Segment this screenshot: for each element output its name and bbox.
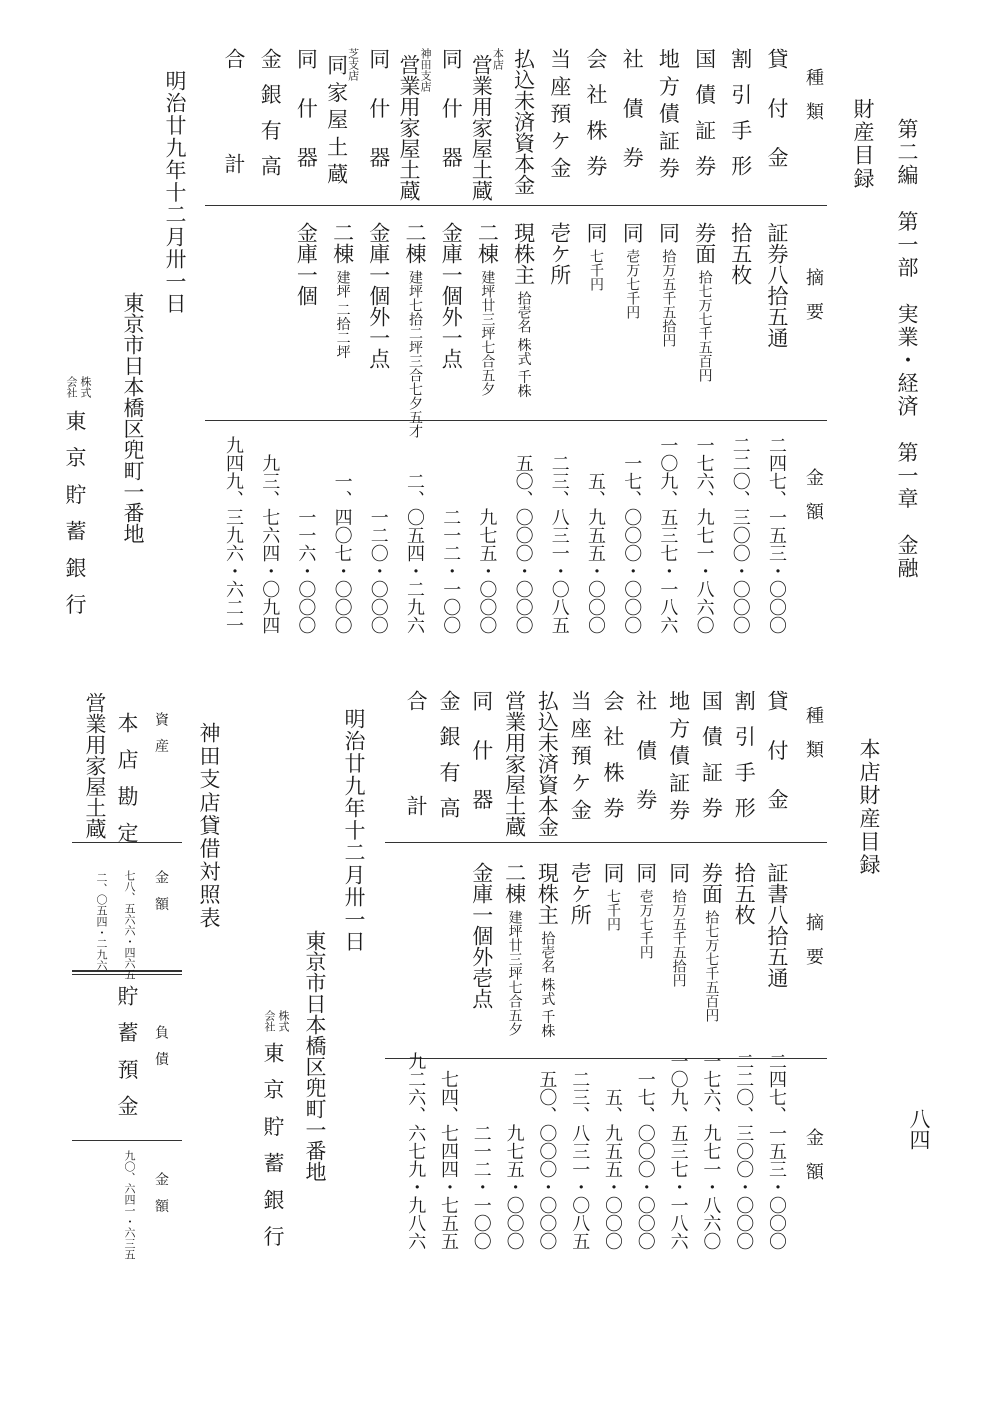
upper-row-summary [656,222,681,347]
upper-row-summary-detail: 拾壱名 株式 千株 [515,291,532,398]
upper-table-title: 財産目録 [851,98,875,191]
upper-row-kind: 当座預ケ金 [547,48,572,185]
upper-row-summary-main: 現株主 [511,222,536,285]
upper-row-summary [368,222,389,369]
kanda-asset-label-2: 営業用家屋土蔵 [83,692,107,839]
upper-row-summary [766,222,787,348]
lower-row-summary [635,862,656,959]
upper-row-kind: 同家屋土蔵 [324,54,349,191]
upper-row-summary-main: 拾五枚 [728,222,753,285]
lower-row-amount: 九七五・〇〇〇 [503,1124,525,1250]
lower-row-kind: 払込未済資本金 [535,690,560,837]
upper-row-summary-main: 二棟 [330,222,355,264]
upper-row-summary-main: 証券八拾五通 [765,222,789,348]
lower-company-prefix-top: 株式 [277,1010,290,1032]
upper-row-kind: 営業用家屋土蔵 [397,54,421,201]
lower-row-summary-detail: 拾万五千五拾円 [670,889,687,987]
upper-row-amount: 九七五・〇〇〇 [476,508,498,634]
kanda-header-amount2: 金額 [153,1172,169,1226]
lower-row-summary-main: 同 [601,862,625,883]
lower-row-kind: 会社株券 [601,690,625,833]
lower-row-summary [602,862,623,931]
lower-company-name: 東京貯蓄銀行 [261,1042,285,1263]
lower-company-prefix-bottom: 会社 [263,1010,276,1032]
upper-row-kind-prefix: 本店 [491,48,505,70]
upper-row-summary [694,222,715,382]
upper-row-summary [730,222,751,285]
lower-row-kind: 営業用家屋土蔵 [502,690,527,837]
upper-row-summary-detail: 七千円 [588,249,604,291]
kanda-title: 神田支店貸借対照表 [197,722,221,930]
upper-date: 明治廿九年十二月卅一日 [163,70,187,315]
upper-row-summary-detail: 建坪七拾二坪三合七夕五才 [407,270,423,438]
running-header: 第二編 第一部 実業・経済 第一章 金融 [895,118,919,580]
lower-header-amount: 金額 [803,1128,824,1197]
lower-row-kind: 貸付金 [765,690,789,839]
kanda-asset-amount-1: 七八、五六六・四六五 [123,870,136,980]
upper-row-summary [620,222,645,319]
upper-row-amount: 一七六、九七一・八六〇 [693,436,715,634]
lower-row-summary-main: 券面 [699,862,724,904]
upper-row-kind: 営業用家屋土蔵 [469,54,494,201]
upper-row-kind: 割引手形 [728,48,753,191]
upper-row-amount: 一二〇・〇〇〇 [367,508,389,634]
upper-row-summary-main: 壱ケ所 [547,222,572,285]
upper-row-kind: 社債券 [620,48,645,197]
lower-row-summary-detail: 壱万七千円 [637,889,654,959]
upper-row-summary [549,222,570,285]
lower-row-kind: 同什器 [469,690,494,839]
lower-row-summary-detail: 建坪廿三坪七合五夕 [506,910,523,1036]
upper-row-kind: 合計 [222,48,246,258]
upper-row-amount: 二二〇、三〇〇・〇〇〇 [729,436,751,634]
kanda-header-assets: 資産 [153,712,169,766]
kanda-asset-amount-2: 二、〇五四・二九六 [95,872,108,971]
lower-row-amount: 一〇九、五三七・一八六 [667,1052,689,1250]
lower-row-kind: 当座預ケ金 [568,690,593,827]
lower-divider-2 [385,1058,827,1059]
upper-divider-1 [205,205,827,206]
upper-row-summary [513,222,534,398]
upper-header-amount: 金額 [803,468,824,537]
upper-address: 東京市日本橋区兜町一番地 [121,292,145,544]
lower-row-summary [568,862,593,925]
lower-header-kind: 種類 [803,706,824,775]
page-number: 八四 [907,1108,931,1150]
upper-row-amount: 九三、七六四・〇九四 [259,454,281,634]
lower-row-summary-main: 同 [633,862,658,883]
lower-row-amount: 一七六、九七一・八六〇 [700,1052,722,1250]
lower-row-summary [766,862,787,988]
upper-row-kind: 地方債証券 [656,48,681,185]
upper-row-kind: 払込未済資本金 [511,48,536,195]
upper-row-summary [585,222,606,291]
lower-row-amount: 九二六、六七九・九八六 [405,1052,427,1250]
lower-row-kind: 割引手形 [732,690,757,833]
lower-row-summary [699,862,724,1022]
lower-row-summary-main: 壱ケ所 [568,862,593,925]
upper-divider-2 [205,420,827,421]
lower-row-amount: 二三、八三一・〇八五 [569,1070,591,1250]
upper-row-summary [332,222,353,358]
lower-row-summary [471,862,492,1009]
lower-divider-1 [385,842,827,843]
upper-row-amount: 五、九五五・〇〇〇 [585,472,606,634]
lower-row-summary-main: 同 [666,862,691,883]
upper-row-summary [439,222,464,369]
upper-row-summary-main: 金庫一個外一点 [439,222,464,369]
upper-row-amount: 二、〇五四・二九六 [404,472,425,634]
lower-row-amount: 一七、〇〇〇・〇〇〇 [634,1070,656,1250]
lower-address: 東京市日本橋区兜町一番地 [303,930,327,1182]
lower-header-summary: 摘要 [803,913,824,982]
upper-row-kind-prefix: 芝支店 [346,48,360,81]
upper-row-summary [294,222,319,306]
lower-table-title: 本店財産目録 [857,738,881,877]
lower-row-kind: 金銀有高 [437,690,461,833]
kanda-liability-label-1: 貯蓄預金 [115,985,139,1132]
upper-row-summary-main: 二棟 [475,222,500,264]
lower-row-amount: 二二〇、三〇〇・〇〇〇 [733,1052,755,1250]
upper-row-summary-detail: 壱万七千円 [624,249,641,319]
upper-company-name: 東京貯蓄銀行 [63,410,87,631]
lower-row-amount: 二一二・一〇〇 [470,1124,492,1250]
upper-row-summary-main: 金庫一個外一点 [366,222,391,369]
upper-row-kind: 同什器 [439,48,464,197]
lower-row-amount: 二四七、一五三・〇〇〇 [766,1052,787,1250]
lower-row-amount: 五、九五五・〇〇〇 [602,1088,623,1250]
lower-row-summary-detail: 七千円 [605,889,621,931]
lower-row-summary-detail: 拾壱名 株式 千株 [539,931,556,1038]
upper-row-kind-prefix: 神田支店 [419,48,432,92]
upper-row-amount: 五〇、〇〇〇・〇〇〇 [512,454,534,634]
upper-company-prefix-bottom: 会社 [65,376,78,398]
lower-row-summary [535,862,560,1038]
lower-row-kind: 国債証券 [699,690,724,833]
lower-row-summary-main: 現株主 [535,862,560,925]
lower-row-summary [732,862,757,925]
upper-row-amount: 二四七、一五三・〇〇〇 [766,436,787,634]
upper-row-summary-detail: 拾万五千五拾円 [660,249,677,347]
kanda-asset-label-1: 本店勘定 [115,712,139,859]
upper-row-amount: 一〇九、五三七・一八六 [657,436,679,634]
lower-date: 明治廿九年十二月卅一日 [342,708,366,953]
upper-row-amount: 二一二・一〇〇 [440,508,462,634]
upper-header-kind: 種類 [803,68,824,137]
upper-row-kind: 貸付金 [765,48,789,197]
lower-row-amount: 五〇、〇〇〇・〇〇〇 [536,1070,558,1250]
lower-row-summary-main: 二棟 [502,862,527,904]
upper-row-amount: 一一六・〇〇〇 [295,508,317,634]
lower-row-summary-main: 証書八拾五通 [765,862,789,988]
kanda-header-amount: 金額 [153,870,169,924]
upper-row-kind: 同什器 [294,48,319,197]
upper-row-summary-main: 二棟 [403,222,427,264]
upper-row-summary-main: 同 [584,222,608,243]
upper-row-kind: 会社株券 [584,48,608,191]
lower-row-kind: 社債券 [633,690,658,839]
lower-row-summary [668,862,689,987]
kanda-header-liabilities: 負債 [153,1025,169,1079]
lower-row-summary-detail: 拾七万七千五百円 [703,910,720,1022]
upper-row-summary-detail: 建坪廿三坪七合五夕 [479,270,496,396]
upper-row-kind: 同什器 [366,48,391,197]
upper-row-summary [404,222,425,438]
lower-row-summary-main: 拾五枚 [732,862,757,925]
upper-row-kind: 国債証券 [692,48,717,191]
upper-row-summary-detail: 建坪 二拾二坪 [334,270,351,359]
kanda-liability-amount-1: 九〇、六四一・六三五 [123,1150,136,1260]
lower-row-kind: 合計 [404,690,429,900]
upper-row-summary-main: 券面 [692,222,717,264]
lower-row-amount: 七四、七四四・七五五 [438,1070,459,1250]
upper-row-summary-detail: 拾七万七千五百円 [696,270,713,382]
upper-header-summary: 摘要 [803,268,824,337]
upper-row-amount: 二三、八三一・〇八五 [548,454,570,634]
lower-row-summary-main: 金庫一個外壱点 [469,862,494,1009]
upper-company-prefix-top: 株式 [79,376,92,398]
lower-row-summary [504,862,525,1036]
upper-row-amount: 一七、〇〇〇・〇〇〇 [621,454,643,634]
upper-row-summary [475,222,500,396]
upper-row-amount: 一、四〇七・〇〇〇 [331,472,353,634]
upper-row-kind: 金銀有高 [258,48,283,191]
kanda-rule-4 [72,1140,182,1141]
upper-row-summary-main: 同 [656,222,681,243]
lower-row-kind: 地方債証券 [666,690,691,827]
upper-row-summary-main: 金庫一個 [294,222,319,306]
upper-row-summary-main: 同 [620,222,645,243]
upper-row-amount: 九四九、三九六・六二一 [223,436,244,634]
